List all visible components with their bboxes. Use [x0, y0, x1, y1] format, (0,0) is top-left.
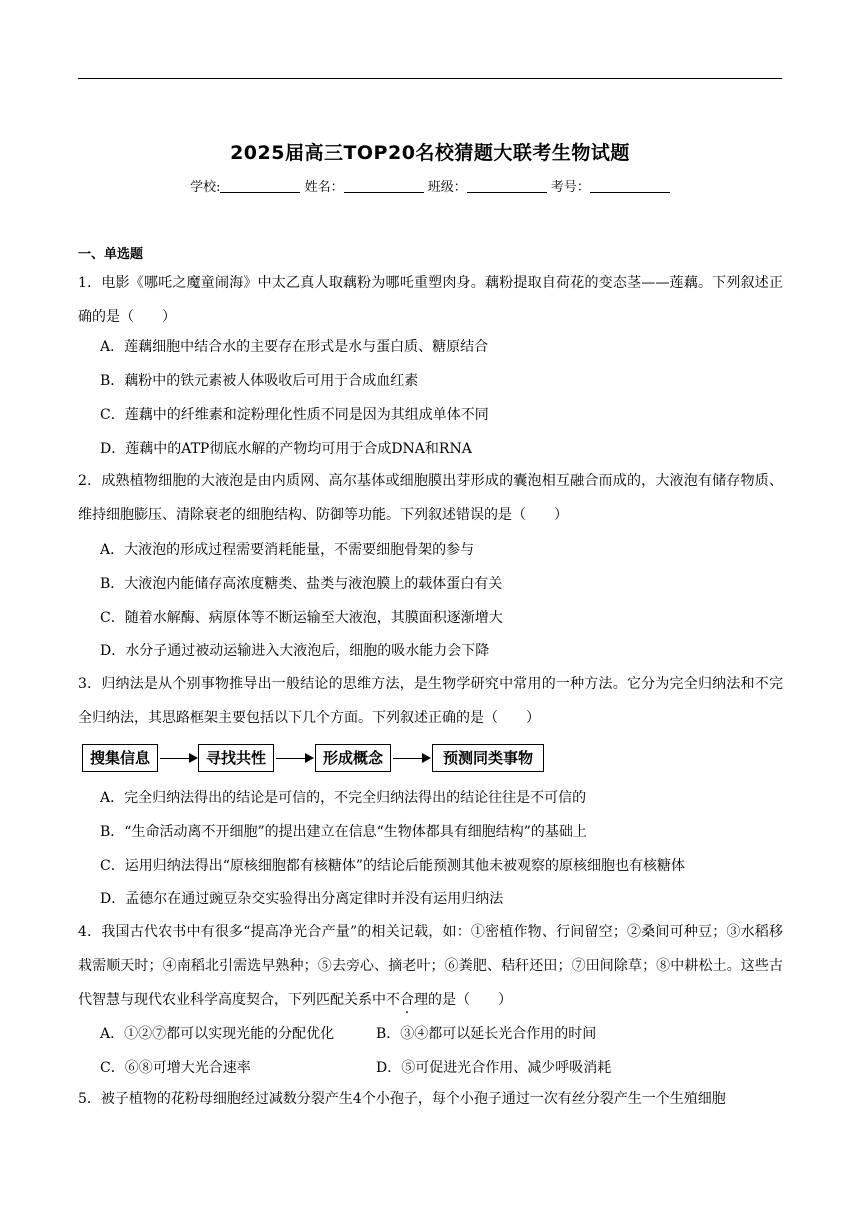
school-blank[interactable] [220, 179, 300, 193]
name-label: 姓名： [304, 180, 344, 195]
flow-step-2: 寻找共性 [198, 744, 274, 772]
question-1-option-d: D．莲藕中的ATP彻底水解的产物均可用于合成DNA和RNA [100, 441, 472, 457]
question-5-stem: 5．被子植物的花粉母细胞经过减数分裂产生4个小孢子，每个小孢子通过一次有丝分裂产生一个生殖细胞 [78, 1091, 726, 1107]
question-4-option-b: B．③④都可以延长光合作用的时间 [376, 1026, 597, 1042]
question-1-stem: 1．电影《哪吒之魔童闹海》中太乙真人取藕粉为哪吒重塑肉身。藕粉提取自荷花的变态茎——莲藕。下列叙述正确的是（ ） [78, 275, 783, 325]
question-3-option-c: C．运用归纳法得出“原核细胞都有核糖体”的结论后能预测其他未被观察的原核细胞也有核糖体 [100, 858, 686, 874]
flow-step-4: 预测同类事物 [432, 744, 544, 772]
question-2-stem: 2．成熟植物细胞的大液泡是由内质网、高尔基体或细胞膜出芽形成的囊泡相互融合而成的，大液泡有储存物质、维持细胞膨压、清除衰老的细胞结构、防御等功能。下列叙述错误的是（ ） [78, 473, 783, 523]
class-label: 班级： [427, 180, 467, 195]
question-4-emphasis: 不合理 [386, 992, 428, 1008]
exam-title: 2025届高三TOP20名校猜题大联考生物试题 [230, 142, 630, 164]
question-1-option-b: B．藕粉中的铁元素被人体吸收后可用于合成血红素 [100, 373, 419, 389]
flow-arrow-3 [393, 758, 429, 759]
school-label: 学校: [190, 180, 221, 195]
question-3-option-d: D．孟德尔在通过豌豆杂交实验得出分离定律时并没有运用归纳法 [100, 891, 504, 907]
question-4-stem-text: 4．我国古代农书中有很多“提高净光合产量”的相关记载，如：①密植作物、行间留空；②桑间可种豆；③水稻移栽需顺天时；④南稻北引需选早熟种；⑤去旁心、摘老叶；⑥粪肥、秸秆还田；⑦田间除草；⑧中耕松土。这些古代智慧与现代农业科学高度契合，下列匹配关系中 [78, 924, 783, 1008]
student-info-line [0, 176, 860, 195]
class-blank[interactable] [467, 179, 547, 193]
question-4-option-a: A．①②⑦都可以实现光能的分配优化 [100, 1026, 335, 1042]
question-4-stem [78, 915, 783, 1017]
question-2-option-a: A．大液泡的形成过程需要消耗能量，不需要细胞骨架的参与 [100, 542, 475, 558]
flow-step-3: 形成概念 [315, 744, 391, 772]
question-3-option-b: B．“生命活动离不开细胞”的提出建立在信息“生物体都具有细胞结构”的基础上 [100, 824, 587, 840]
header-rule [78, 78, 782, 79]
question-2-option-d: D．水分子通过被动运输进入大液泡后，细胞的吸水能力会下降 [100, 643, 490, 659]
question-1-option-a: A．莲藕细胞中结合水的主要存在形式是水与蛋白质、糖原结合 [100, 339, 489, 355]
question-2-option-c: C．随着水解酶、病原体等不断运输至大液泡，其膜面积逐渐增大 [100, 610, 503, 626]
flow-arrow-2 [276, 758, 312, 759]
section-heading: 一、单选题 [78, 247, 144, 262]
flow-step-1: 搜集信息 [82, 744, 158, 772]
question-4-option-c: C．⑥⑧可增大光合速率 [100, 1060, 251, 1076]
question-4-stem-end: 的是（ ） [428, 992, 512, 1008]
question-2-option-b: B．大液泡内能储存高浓度糖类、盐类与液泡膜上的载体蛋白有关 [100, 576, 503, 592]
exam-number-label: 考号： [550, 180, 590, 195]
induction-flowchart [82, 744, 552, 774]
flow-arrow-1 [160, 758, 196, 759]
name-blank[interactable] [344, 179, 424, 193]
question-1-option-c: C．莲藕中的纤维素和淀粉理化性质不同是因为其组成单体不同 [100, 407, 489, 423]
question-3-stem: 3．归纳法是从个别事物推导出一般结论的思维方法，是生物学研究中常用的一种方法。它分为完全归纳法和不完全归纳法，其思路框架主要包括以下几个方面。下列叙述正确的是（ ） [78, 676, 783, 726]
question-4-option-d: D．⑤可促进光合作用、减少呼吸消耗 [376, 1060, 612, 1076]
question-3-option-a: A．完全归纳法得出的结论是可信的，不完全归纳法得出的结论往往是不可信的 [100, 790, 587, 806]
exam-number-blank[interactable] [590, 179, 670, 193]
